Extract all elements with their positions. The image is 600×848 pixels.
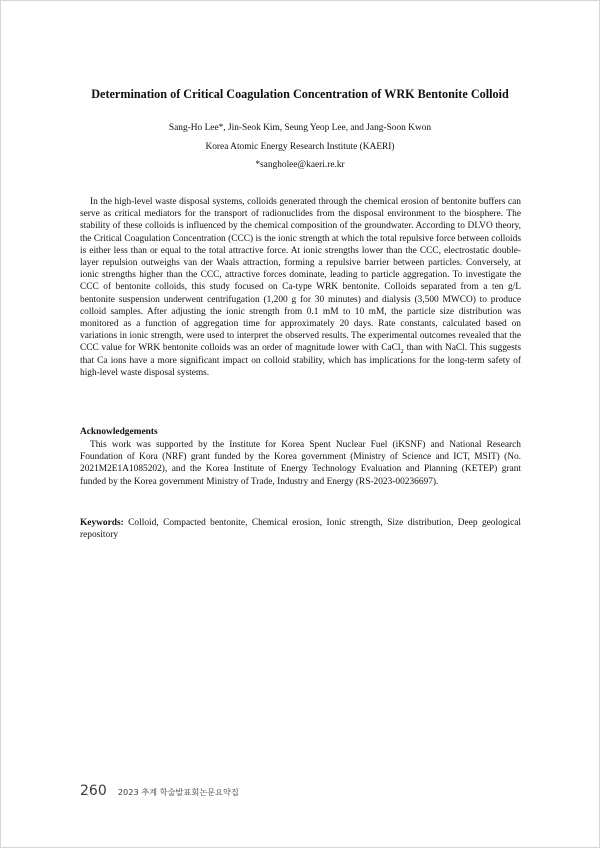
keywords-text: Colloid, Compacted bentonite, Chemical erosion, Ionic strength, Size distribution, Deep geological repository	[80, 518, 521, 541]
affiliation: Korea Atomic Energy Research Institute (KAERI)	[205, 142, 395, 152]
keywords-label: Keywords:	[80, 518, 124, 528]
keywords-paragraph	[80, 517, 521, 541]
author-list: Sang-Ho Lee*, Jin-Seok Kim, Seung Yeop Lee, and Jang-Soon Kwon	[168, 123, 432, 133]
acknowledgements-body: This work was supported by the Institute for Korea Spent Nuclear Fuel (iKSNF) and National Research Foundation of Kora (NRF) grant funded by the Korea government (Ministry of Science and ICT, MSIT) (No. 2021M2E1A1085202), and the Korea Institute of Energy Technology Evaluation and Planning (KETEP) grant funded by the Korea government Ministry of Trade, Industry and Energy (RS-2023-00236697).	[80, 440, 521, 487]
corresponding-email: *sangholee@kaeri.re.kr	[255, 160, 345, 170]
paper-title: Determination of Critical Coagulation Concentration of WRK Bentonite Colloid	[91, 87, 509, 101]
page-number: 260	[80, 783, 107, 799]
page-footer	[80, 780, 239, 799]
acknowledgements-heading: Acknowledgements	[80, 427, 158, 437]
abstract-text-part2: than with NaCl. This suggests that Ca ions have a more significant impact on colloid stability, which has implications for the long-term safety of high-level waste disposal systems.	[80, 343, 521, 378]
proceedings-name: 2023 추계 학술발표회논문요약집	[117, 787, 239, 797]
abstract-subscript: 2	[400, 348, 404, 356]
abstract-paragraph	[80, 196, 521, 379]
abstract-text-part1: In the high-level waste disposal systems, colloids generated through the chemical erosion of bentonite buffers can serve as critical mediators for the transport of radionuclides from the disposal environment to the biosphere. The stability of these colloids is influenced by the chemical composition of the groundwater. According to DLVO theory, the Critical Coagulation Concentration (CCC) is the ionic strength at which the total repulsive force between colloids is either less than or equal to the total attractive force. At ionic strengths lower than the CCC, electrostatic double-layer repulsion outweighs van der Waals attraction, forming a repulsive barrier between particles. Conversely, at ionic strengths higher than the CCC, attractive forces dominate, leading to particle aggregation. To investigate the CCC of bentonite colloids, this study focused on Ca-type WRK bentonite. Colloids separated from a ten g/L bentonite suspension underwent centrifugation (1,200 g for 30 minutes) and dialysis (3,500 MWCO) to produce colloid samples. After adjusting the ionic strength from 0.1 mM to 10 mM, the particle size distribution was monitored as a function of aggregation time for approximately 20 days. Rate constants, calculated based on variations in ionic strength, were used to interpret the observed results. The experimental outcomes revealed that the CCC value for WRK bentonite colloids was an order of magnitude lower with CaCl	[80, 197, 521, 354]
